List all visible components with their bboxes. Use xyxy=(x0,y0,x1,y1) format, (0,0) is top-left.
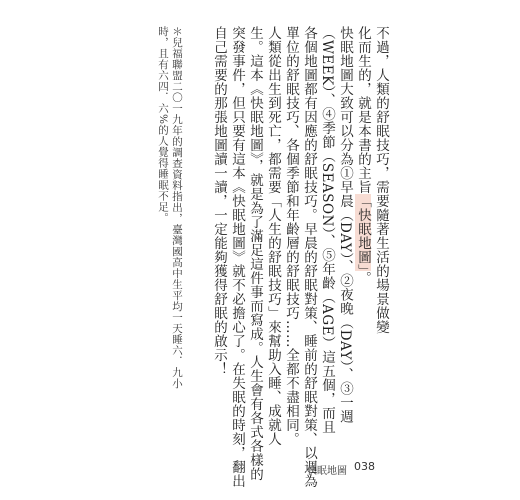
text-column-3 xyxy=(336,26,354,423)
text-segment: 單位的舒眠技巧、各個季節和年齡層的舒眠技巧……全都不盡相同。 xyxy=(283,26,299,446)
footnote-2: 時，且有六四．六%的人覺得睡眠不足。 xyxy=(157,26,169,224)
text-column-7 xyxy=(264,26,282,446)
text-segment: 人類從出生到死亡，都需要「人生的舒眠技巧」來幫助入睡、成就人 xyxy=(265,26,281,446)
text-segment: 。 xyxy=(355,271,371,286)
text-segment: 不過，人類的舒眠技巧，需要隨著生活的場景做變 xyxy=(373,26,389,334)
text-column-4 xyxy=(318,26,336,434)
text-segment: 生。這本《快眠地圖》，就是為了滿足這件事而寫成。人生會有各式各樣的 xyxy=(247,26,263,482)
highlighted-phrase: 「快眠地圖」 xyxy=(355,194,371,272)
text-column-9 xyxy=(228,26,246,488)
running-footer-title: 快眠地圖 xyxy=(307,466,347,477)
page-number: 038 xyxy=(354,460,375,473)
footnote-1: ＊兒福聯盟二〇一九年的調查資料指出，臺灣國高中生平均一天睡六．九小 xyxy=(171,26,183,389)
text-column-1 xyxy=(372,26,390,334)
text-column-10 xyxy=(210,26,228,376)
text-segment: 化而生的，就是本書的主旨 xyxy=(355,26,371,194)
text-segment: 各個地圖都有因應的舒眠技巧。早晨的舒眠對策、睡前的舒眠對策、以週為 xyxy=(301,26,317,488)
text-column-8 xyxy=(246,26,264,481)
text-segment: 快眠地圖大致可以分為①早晨（DAY）、②夜晚（DAY）、③一週 xyxy=(337,26,353,424)
text-segment: （WEEK）、④季節（SEASON）、⑤年齡（AGE）這五個，而且 xyxy=(319,26,335,435)
text-segment: 自己需要的那張地圖讀一讀，一定能夠獲得舒眠的啟示！ xyxy=(211,26,227,376)
text-column-6 xyxy=(282,26,300,446)
text-segment: 突發事件，但只要有這本《快眠地圖》就不必擔心了。在失眠的時刻，翻出 xyxy=(229,26,245,488)
text-column-2 xyxy=(354,26,372,285)
text-column-5 xyxy=(300,26,318,488)
